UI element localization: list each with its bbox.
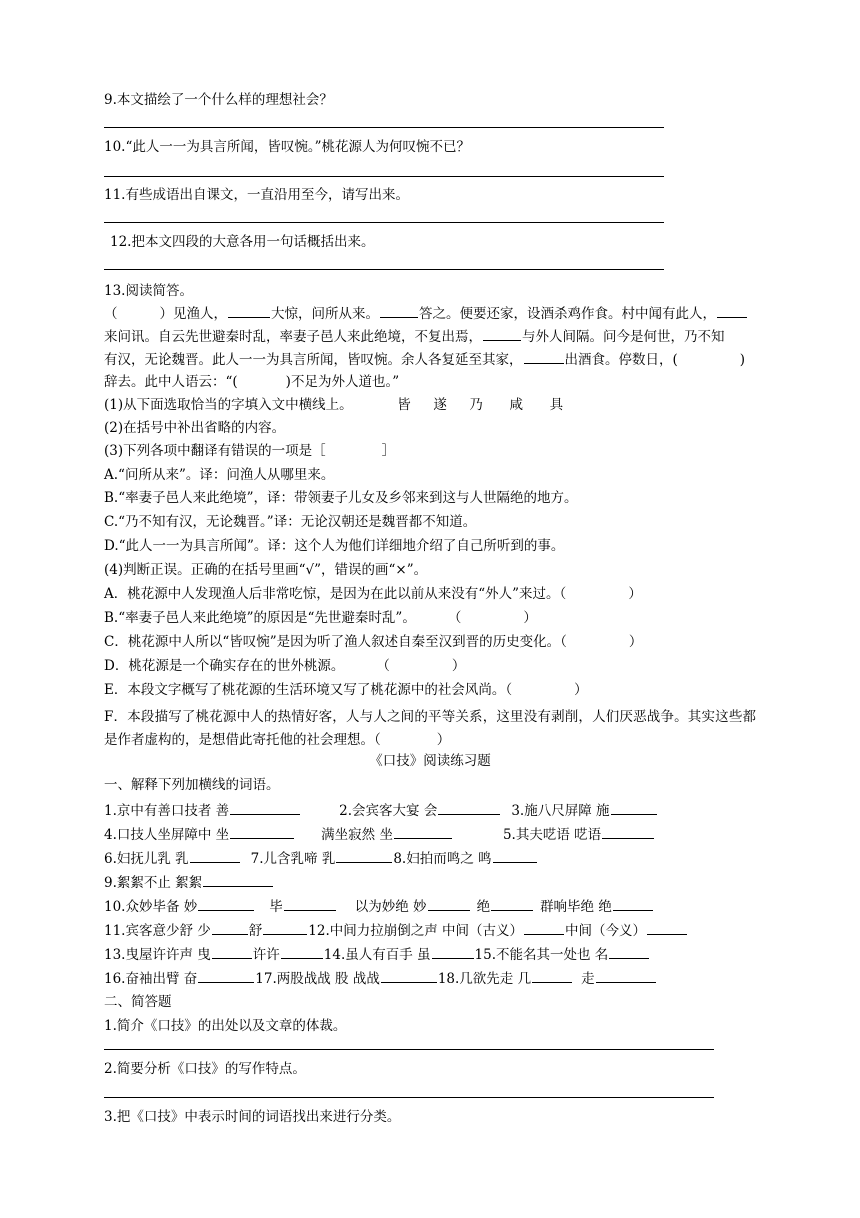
blank[interactable]: [432, 946, 474, 959]
blank[interactable]: [647, 922, 687, 935]
option-3b: B.“率妻子邑人来此绝境”，译：带领妻子儿女及乡邻来到这与人世隔绝的地方。: [104, 490, 578, 506]
blank[interactable]: [281, 946, 323, 959]
short-answer-1: 1.简介《口技》的出处以及文章的体裁。: [104, 1018, 347, 1034]
blank[interactable]: [336, 850, 392, 863]
option-3c: C.“乃不知有汉，无论魏晋。”译：无论汉朝还是魏晋都不知道。: [104, 514, 477, 530]
blank[interactable]: [717, 305, 747, 318]
question-11: 11.有些成语出自课文，一直沿用至今，请写出来。: [104, 187, 409, 203]
blank[interactable]: [198, 970, 254, 983]
blank[interactable]: [284, 898, 336, 911]
blank[interactable]: [380, 305, 418, 318]
kouji-title: 《口技》阅读练习题: [369, 753, 491, 769]
vocab-row-2: 4.口技人坐屏障中 坐 满坐寂然 坐 5.其夫呓语 呓语: [104, 826, 655, 843]
blank[interactable]: [230, 826, 294, 839]
answer-line-9[interactable]: [104, 127, 664, 128]
blank[interactable]: [212, 922, 248, 935]
judge-c: C．桃花源中人所以“皆叹惋”是因为听了渔人叙述自秦至汉到晋的历史变化。（ ）: [104, 634, 643, 650]
passage-line-2: 来问讯。自云先世避秦时乱，率妻子邑人来此绝境，不复出焉， 与外人间隔。问今是何世，乃不知: [104, 329, 725, 345]
paren-open: （: [104, 306, 118, 322]
blank[interactable]: [428, 898, 470, 911]
choice: 乃: [469, 397, 483, 413]
question-10: 10.“此人一一为具言所闻，皆叹惋。”桃花源人为何叹惋不已？: [104, 139, 471, 155]
passage-line-4: 辞去。此中人语云：“( )不足为外人道也。”: [104, 374, 400, 390]
sub-question-4: (4)判断正误。正确的在括号里画“√”，错误的画“×”。: [104, 562, 428, 578]
blank[interactable]: [524, 351, 564, 364]
judge-b: B.“率妻子邑人来此绝境”的原因是“先世避秦时乱”。 （ ）: [104, 610, 537, 626]
choice: 皆: [397, 397, 411, 413]
blank[interactable]: [596, 970, 656, 983]
blank[interactable]: [394, 826, 452, 839]
sub-question-2: (2)在括号中补出省略的内容。: [104, 420, 286, 436]
blank[interactable]: [190, 850, 240, 863]
choice: 咸: [509, 397, 523, 413]
blank[interactable]: [381, 970, 437, 983]
blank[interactable]: [438, 802, 500, 815]
choice: 具: [549, 397, 564, 413]
short-answer-3: 3.把《口技》中表示时间的词语找出来进行分类。: [104, 1109, 401, 1125]
sub-question-3: (3)下列各项中翻译有错误的一项是［ ］: [104, 443, 396, 459]
choice: 遂: [433, 397, 447, 413]
blank[interactable]: [491, 898, 533, 911]
vocab-row-1: 1.京中有善口技者 善 2.会宾客大宴 会 3.施八尺屏障 施: [104, 802, 658, 819]
passage-text: 与外人间隔。问今是何世，乃不知: [522, 329, 725, 345]
vocab-row-4: 9.絮絮不止 絮絮: [104, 874, 274, 891]
answer-line-12[interactable]: [104, 269, 664, 270]
vocab-row-8: 16.奋袖出臂 奋 17.两股战战 股 战战 18.几欲先走 几 走: [104, 970, 657, 987]
blank[interactable]: [532, 970, 572, 983]
judge-e: E．本段文字概写了桃花源的生活环境又写了桃花源中的社会风尚。（ ）: [104, 682, 588, 698]
blank[interactable]: [602, 826, 654, 839]
blank[interactable]: [228, 305, 270, 318]
question-12: 12.把本文四段的大意各用一句话概括出来。: [110, 234, 375, 250]
vocab-row-5: 10.众妙毕备 妙 毕 以为妙绝 妙 绝 群响毕绝 绝: [104, 898, 654, 915]
blank[interactable]: [613, 898, 653, 911]
answer-line-10[interactable]: [104, 176, 664, 177]
blank[interactable]: [611, 802, 657, 815]
blank[interactable]: [263, 922, 307, 935]
blank[interactable]: [609, 946, 649, 959]
judge-d: D．桃花源是一个确实存在的世外桃源。 （ ）: [104, 658, 466, 674]
option-3a: A.“问所从来”。译：问渔人从哪里来。: [104, 467, 335, 483]
answer-line-11[interactable]: [104, 222, 664, 223]
vocab-row-7: 13.曳屋许许声 曳 许许 14.虽人有百手 虽 15.不能名其一处也 名: [104, 946, 650, 963]
passage-line-3: 有汉，无论魏晋。此人一一为具言所闻，皆叹惋。余人各复延至其家， 出酒食。停数日，( ): [104, 352, 746, 368]
sub-question-1: (1)从下面选取恰当的字填入文中横线上。 皆 遂 乃 咸 具: [104, 397, 564, 413]
blank[interactable]: [212, 946, 252, 959]
kouji-section-1: 一、解释下列加横线的词语。: [104, 777, 280, 793]
passage-line-1: （ ）见渔人， 大惊，问所从来。 答之。便要还家，设酒杀鸡作食。村中闻有此人，: [104, 305, 748, 322]
option-3d: D.“此人一一为具言所闻”。译：这个人为他们详细地介绍了自己所听到的事。: [104, 538, 565, 554]
blank[interactable]: [198, 898, 254, 911]
judge-a: A．桃花源中人发现渔人后非常吃惊，是因为在此以前从来没有“外人”来过。（ ）: [104, 586, 642, 602]
vocab-row-3: 6.妇抚儿乳 乳 7.儿含乳啼 乳 8.妇拍而鸣之 鸣: [104, 850, 538, 867]
blank[interactable]: [203, 874, 273, 887]
blank[interactable]: [524, 922, 564, 935]
blank[interactable]: [493, 850, 537, 863]
answer-line-sa2[interactable]: [104, 1097, 714, 1098]
blank[interactable]: [230, 802, 300, 815]
blank[interactable]: [483, 328, 521, 341]
question-13-title: 13.阅读简答。: [104, 283, 193, 299]
judge-f: F．本段描写了桃花源中人的热情好客，人与人之间的平等关系，这里没有剥削，人们厌恶战争。其实这些都是作者虚构的，是想借此寄托他的社会理想。（ ）: [104, 709, 756, 748]
question-9: 9.本文描绘了一个什么样的理想社会？: [104, 92, 333, 108]
short-answer-2: 2.简要分析《口技》的写作特点。: [104, 1061, 306, 1077]
answer-line-sa1[interactable]: [104, 1049, 714, 1050]
kouji-section-2: 二、简答题: [104, 994, 172, 1010]
vocab-row-6: 11.宾客意少舒 少 舒 12.中间力拉崩倒之声 中间（古义） 中间（今义）: [104, 922, 688, 939]
